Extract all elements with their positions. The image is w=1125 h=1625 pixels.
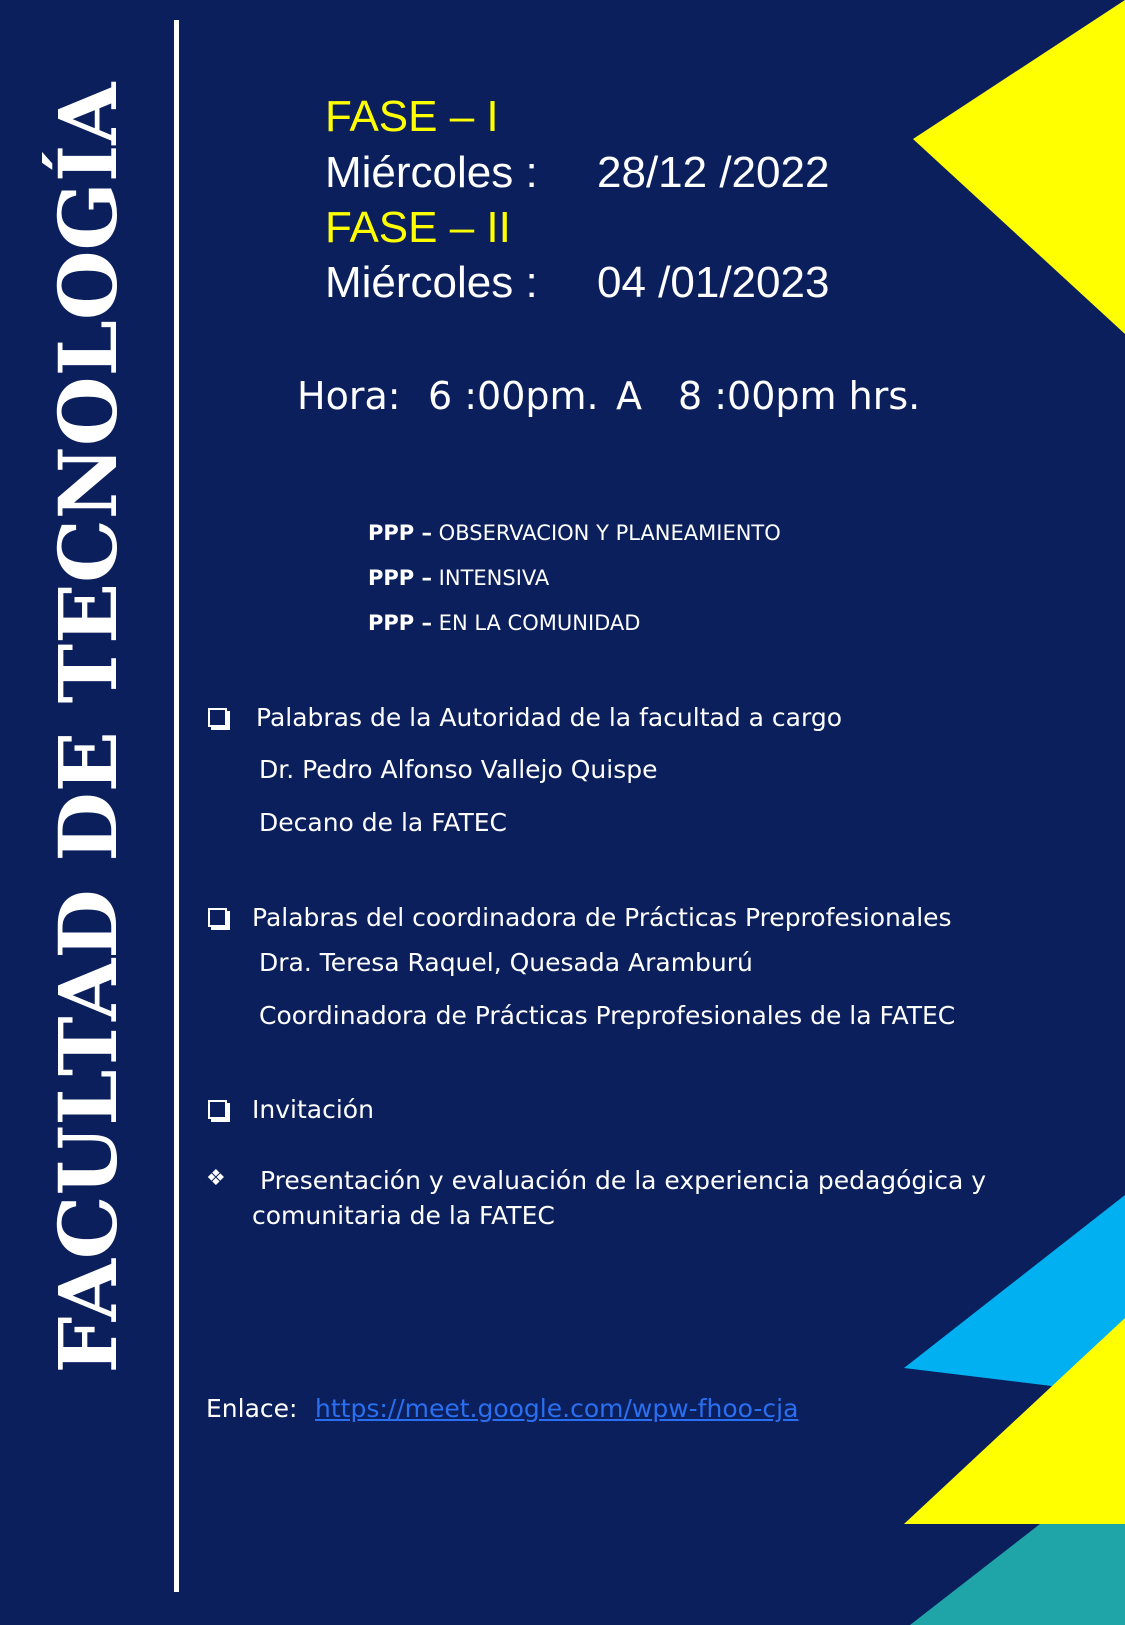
phase-2-title: FASE – II: [325, 203, 511, 252]
agenda-title-invitation: Invitación: [252, 1095, 374, 1124]
presentation-line-1: Presentación y evaluación de la experiencia pedagógica y: [260, 1166, 987, 1195]
ppp-text: EN LA COMUNIDAD: [438, 611, 641, 635]
phase-2-day: Miércoles :: [325, 258, 538, 307]
hora-end: 8 :00pm hrs.: [678, 374, 921, 418]
checkbox-bullet-icon: [208, 1100, 227, 1125]
ppp-text: INTENSIVA: [438, 566, 550, 590]
ppp-text: OBSERVACION Y PLANEAMIENTO: [438, 521, 781, 545]
agenda-speaker-name: Dr. Pedro Alfonso Vallejo Quispe: [259, 755, 658, 784]
faculty-vertical-title: FACULTAD DE TECNOLOGÍA: [41, 82, 135, 1374]
yellow-triangle-top: [913, 0, 1125, 334]
phase-1-date: 28/12 /2022: [597, 148, 830, 197]
ppp-prefix: PPP –: [368, 566, 432, 590]
ppp-item: [368, 611, 640, 635]
checkbox-bullet-icon: [208, 708, 227, 733]
ppp-prefix: PPP –: [368, 521, 432, 545]
checkbox-bullet-icon: [208, 908, 227, 933]
agenda-title-authority: Palabras de la Autoridad de la facultad a cargo: [256, 703, 842, 732]
teal-triangle: [910, 1524, 1125, 1625]
hora-label: Hora:: [297, 374, 401, 418]
hora-separator: A: [616, 374, 642, 418]
phase-1-day: Miércoles :: [325, 148, 538, 197]
diamond-bullet-icon: ❖: [206, 1166, 226, 1191]
agenda-speaker-name: Dra. Teresa Raquel, Quesada Aramburú: [259, 948, 753, 977]
enlace-label: Enlace:: [206, 1394, 298, 1423]
hora-start: 6 :00pm.: [428, 374, 599, 418]
ppp-item: [368, 521, 781, 545]
presentation-line-2: comunitaria de la FATEC: [252, 1201, 555, 1230]
ppp-item: [368, 566, 549, 590]
phase-2-date: 04 /01/2023: [597, 258, 830, 307]
meeting-link[interactable]: https://meet.google.com/wpw-fhoo-cja: [315, 1394, 799, 1423]
ppp-prefix: PPP –: [368, 611, 432, 635]
agenda-speaker-role: Coordinadora de Prácticas Preprofesionales de la FATEC: [259, 1001, 956, 1030]
agenda-speaker-role: Decano de la FATEC: [259, 808, 507, 837]
phase-1-title: FASE – I: [325, 92, 499, 141]
vertical-divider: [174, 20, 179, 1592]
agenda-title-coordinator: Palabras del coordinadora de Prácticas Preprofesionales: [252, 903, 952, 932]
